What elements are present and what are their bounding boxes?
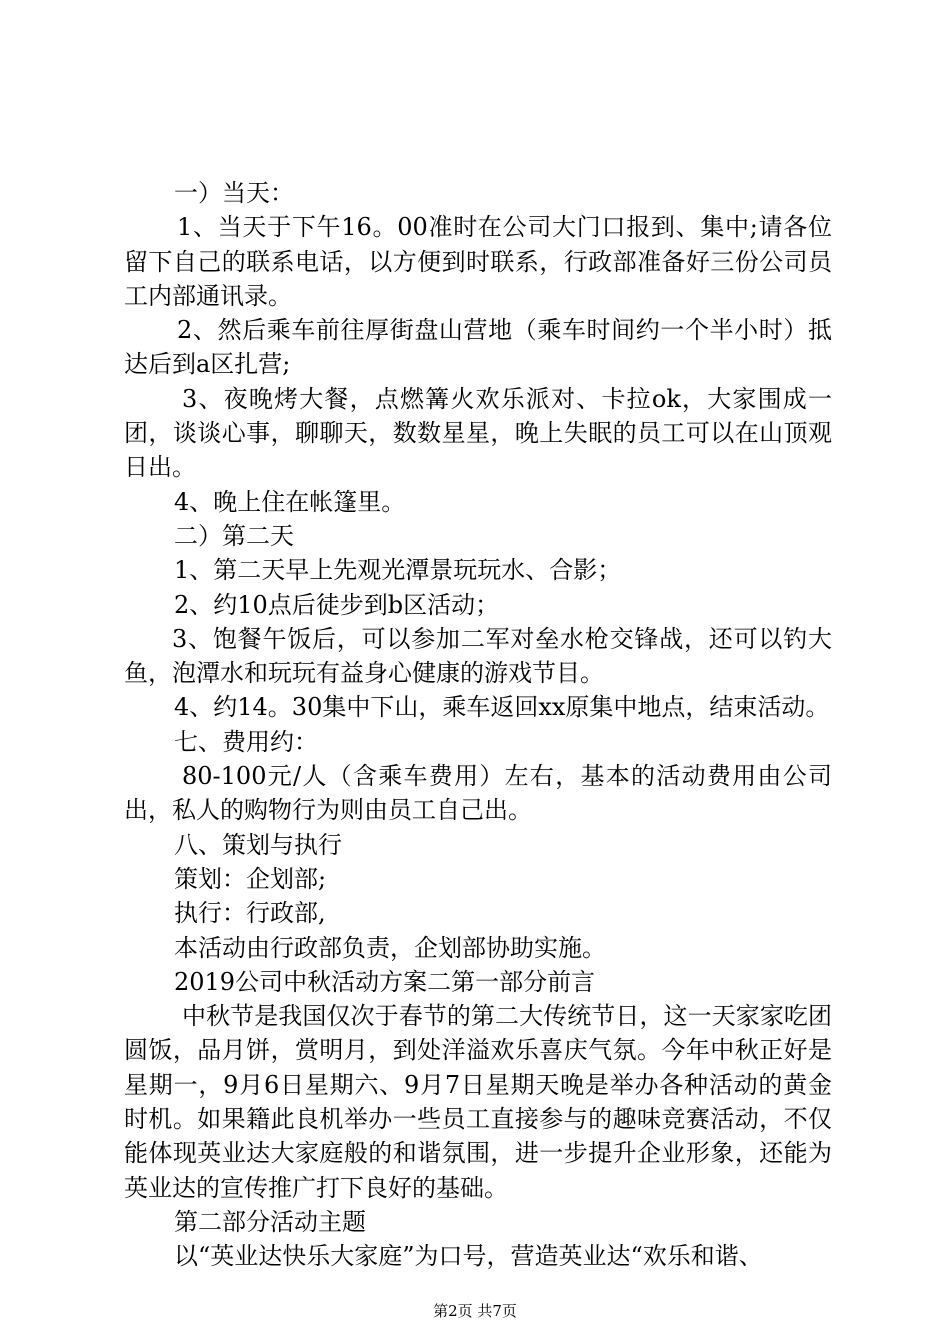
section-heading-day-one: 一）当天：: [174, 179, 294, 207]
paragraph-cost: 80-100元/人（含乘车费用）左右，基本的活动费用由公司出，私人的购物行为则由员工自己出。: [124, 762, 832, 825]
paragraph-day-two-item-4: 4、约14。30集中下山，乘车返回xx原集中地点，结束活动。: [174, 693, 830, 722]
page-number: 第2页 共7页: [433, 1302, 517, 1320]
paragraph-day-one-item-4: 4、晚上住在帐篷里。: [174, 487, 406, 516]
section-heading-plan-two: 2019公司中秋活动方案二第一部分前言: [174, 967, 596, 996]
paragraph-day-one-item-2: 2、然后乘车前往厚街盘山营地（乘车时间约一个半小时）抵达后到a区扎营;: [124, 316, 832, 379]
paragraph-planning: 策划：企划部;: [174, 864, 327, 893]
paragraph-day-one-item-1: 1、当天于下午16。00准时在公司大门口报到、集中;请各位留下自己的联系电话，以方便到时联系，行政部准备好三份公司员工内部通讯录。: [124, 213, 832, 310]
section-heading-cost: 七、费用约：: [174, 727, 318, 756]
paragraph-responsibility: 本活动由行政部负责，企划部协助实施。: [174, 933, 606, 962]
paragraph-day-two-item-1: 1、第二天早上先观光潭景玩玩水、合影；: [174, 556, 622, 585]
section-heading-theme: 第二部分活动主题: [174, 1207, 366, 1236]
section-heading-planning: 八、策划与执行: [174, 830, 342, 859]
paragraph-day-two-item-3: 3、饱餐午饭后，可以参加二军对垒水枪交锋战，还可以钓大鱼，泡潭水和玩玩有益身心健康的游戏节目。: [124, 624, 832, 688]
paragraph-execution: 执行：行政部,: [174, 899, 326, 928]
paragraph-preface: 中秋节是我国仅次于春节的第二大传统节日，这一天家家吃团圆饭，品月饼，赏明月，到处洋溢欢乐喜庆气氛。今年中秋正好是星期一，9月6日星期六、9月7日星期天晚是举办各种活动的黄金时机。如果籍此良机举办一些员工直接参与的趣味竞赛活动，不仅能体现英业达大家庭般的和谐氛围，进一步提升企业形象，还能为英业达的宣传推广打下良好的基础。: [124, 1002, 832, 1202]
paragraph-theme: 以“英业达快乐大家庭”为口号，营造英业达“欢乐和谐、: [174, 1242, 763, 1271]
section-heading-day-two: 二）第二天: [174, 521, 294, 550]
paragraph-day-two-item-2: 2、约10点后徒步到b区活动；: [174, 590, 500, 619]
document-body: [124, 176, 832, 1274]
paragraph-day-one-item-3: 3、夜晚烤大餐，点燃篝火欢乐派对、卡拉ok，大家围成一团，谈谈心事，聊聊天，数数星星，晚上失眠的员工可以在山顶观日出。: [124, 384, 832, 482]
